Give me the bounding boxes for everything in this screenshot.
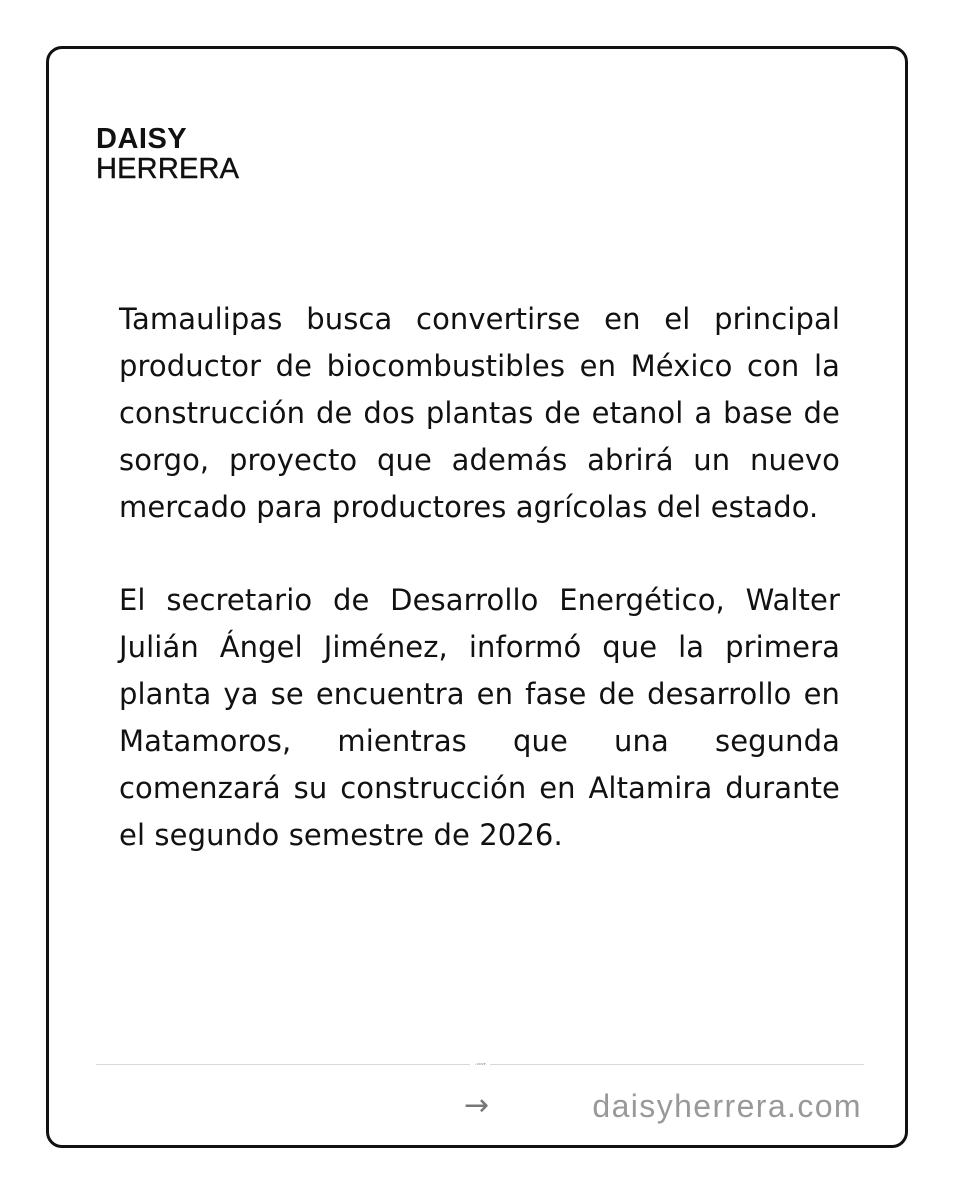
divider-mark: • DOVE [470, 1060, 490, 1068]
article-paragraph-1: Tamaulipas busca convertirse en el principal productor de biocombustibles en México con la construcción de dos plantas de etanol a base de sorgo, proyecto que además abrirá un nuevo mercado para productores agrícolas del estado. [119, 302, 840, 524]
article-paragraph-2: El secretario de Desarrollo Energético, Walter Julián Ángel Jiménez, informó que la primera planta ya se encuentra en fase de desarrollo en Matamoros, mientras que una segunda comenzará su construcción en Altamira durante el segundo semestre de 2026. [119, 583, 840, 852]
brand-last-name: HERRERA [96, 153, 240, 185]
website-link[interactable]: daisyherrera.com [592, 1088, 862, 1124]
brand-first-name: DAISY [96, 123, 188, 155]
brand-logo [96, 124, 239, 184]
arrow-right-icon[interactable]: → [464, 1088, 490, 1123]
article-body [119, 296, 840, 859]
